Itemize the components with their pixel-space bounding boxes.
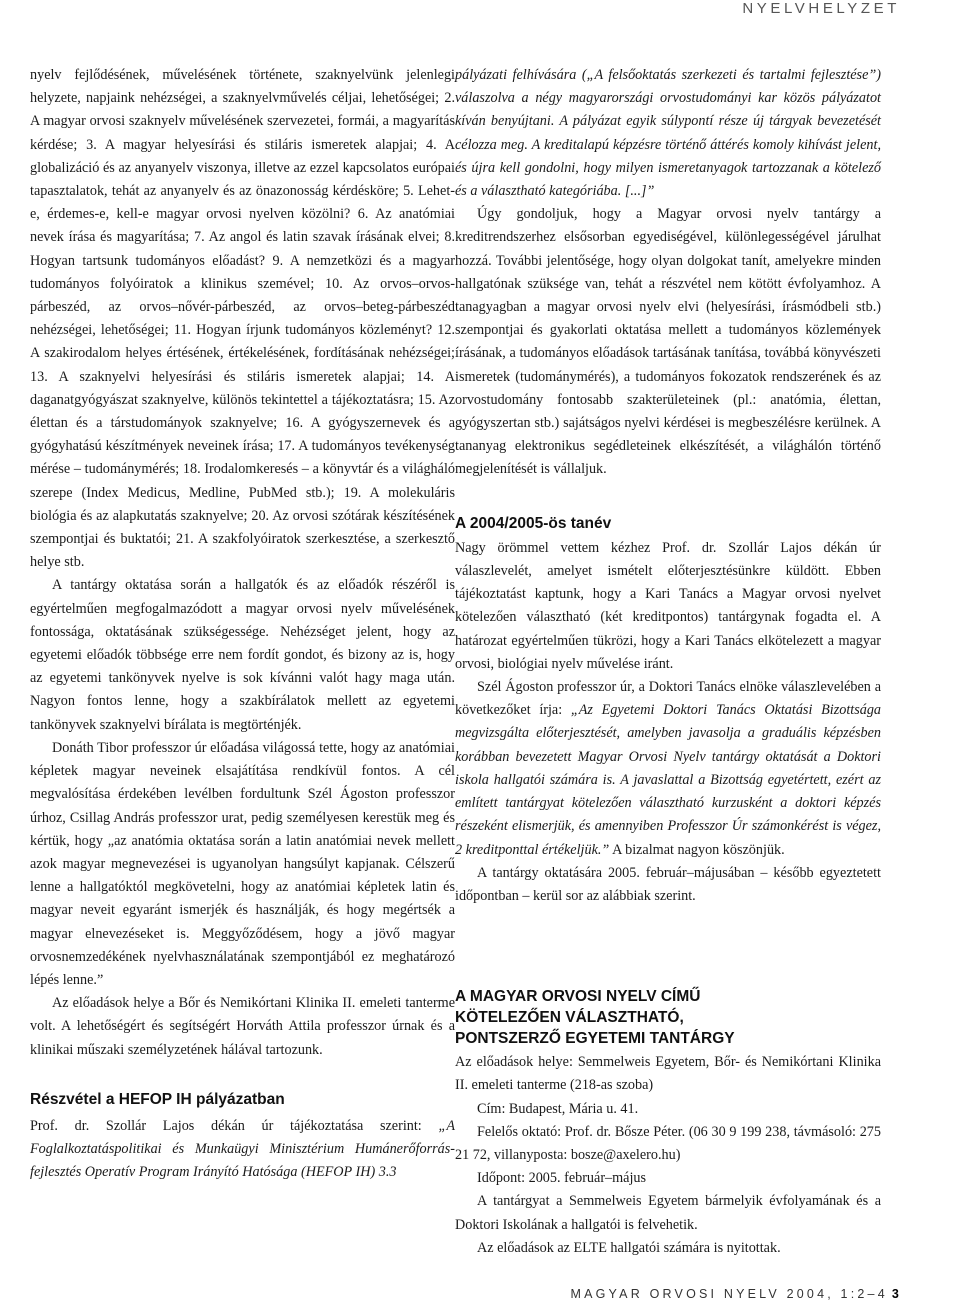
- course-heading-line: KÖTELEZŐEN VÁLASZTHATÓ,: [455, 1009, 684, 1027]
- paragraph-intro: Szél Ágoston professzor úr, a Doktori Tanács elnöke válaszlevelében a következőket írja:: [455, 679, 881, 719]
- quote: „A Foglalkoztatáspolitikai és Munkaügyi Minisztérium Humánerőforrás-fejlesztés Operatív Program Irányító Hatósága (HEFOP IH) 3.3: [30, 1117, 455, 1181]
- journal-citation: MAGYAR ORVOSI NYELV 2004, 1:2–4: [570, 1287, 888, 1301]
- paragraph: A tantárgy oktatására 2005. február–májusában – később egyeztetett időpontban – kerül sor az alábbiak szerint.: [455, 864, 881, 904]
- section-heading-hefop: Részvétel a HEFOP IH pályázatban: [30, 1090, 285, 1108]
- page-number: 3: [891, 1287, 902, 1301]
- course-location: Az előadások helye: Semmelweis Egyetem, Bőr- és Nemikórtani Klinika II. emeleti tanterme (218-as szoba): [455, 1054, 881, 1094]
- course-elte: Az előadások az ELTE hallgatói számára is nyitottak.: [477, 1239, 781, 1256]
- paragraph-end: A bizalmat nagyon köszönjük.: [609, 841, 785, 858]
- paragraph: Donáth Tibor professzor úr előadása világossá tette, hogy az anatómiai képletek magyar neveinek elsajátítása rendkívül fontos. A cél megvalósítása érdekében levélben fordultunk Szél Ágoston professzor úrhoz, Csillag András professzor urat, pedig személyesen kerestük meg és kértük, hogy „az anatómia oktatása során a latin anatómiai nevek mellett azok magyar megnevezései is ugyanolyan hangsúlyt kapjanak. Célszerű lenne a hallgatóktól megkövetelni, hogy az anatómiai képletek latin és magyar neveit egyaránt ismerjék és használják, és hogy megértsék a magyar elnevezéseket is. Meggyőződésem, hogy a jövő magyar orvosnemzedékének nyelvhasználatának szempontjából ez meghatározó lépés lenne.”: [30, 739, 455, 988]
- quote: „Az Egyetemi Doktori Tanács Oktatási Bizottsága megvizsgálta előterjesztését, amelyben javasolja a graduális képzésben korábban bevezetett Magyar Orvosi Nyelv tantárgy oktatását a Doktori iskola hallgatói számára is. A javaslattal a Bizottság egyetértett, ezért az említett tantárgyat kötelezően választható kurzusként a doktori képzés részeként elismerjük, és amennyiben Professzor Úr számonkérést is végez, 2 kreditponttal értékeljük.”: [455, 702, 882, 858]
- quote: pályázati felhívására („A felsőoktatás szerkezeti és tartalmi fejlesztése”) válaszolva a négy magyarországi orvostudományi kar közös pályázatot kíván benyújtani. A pályázat egyik súlypontí része új tárgyak bevezetését célozza meg. A kreditalapú képzésre történő áttérés komoly kihívást jelent, és újra kell gondolni, hogy milyen ismeretanyagok tartozzanak a kötelező és a választható kategóriába. [...]”: [455, 67, 881, 200]
- course-address: Cím: Budapest, Mária u. 41.: [477, 1100, 639, 1117]
- course-eligibility: A tantárgyat a Semmelweis Egyetem bármelyik évfolyamának és a Doktori Iskolának a hallgatói is felvehetik.: [455, 1193, 881, 1233]
- paragraph: [455, 676, 881, 862]
- paragraph: Az előadások helye a Bőr és Nemikórtani Klinika II. emeleti tanterme volt. A lehetőségért és segítségért Horváth Attila professzor úrnak és a klinikai műszaki személyzetének hálával tartozunk.: [30, 995, 455, 1058]
- page-footer: [570, 1287, 902, 1301]
- course-instructor: Felelős oktató: Prof. dr. Bősze Péter. (06 30 9 199 238, távmásoló: 275 21 72, villanyposta: bosze@axelero.hu): [455, 1123, 881, 1163]
- course-heading-line: PONTSZERZŐ EGYETEMI TANTÁRGY: [455, 1030, 735, 1048]
- running-head: NYELVHELYZET: [742, 0, 900, 17]
- course-time: Időpont: 2005. február–május: [477, 1170, 647, 1187]
- course-heading: [455, 986, 881, 1049]
- paragraph: Nagy örömmel vettem kézhez Prof. dr. Szollár Lajos dékán úr válaszlevelét, amelyet ismételt előterjesztésünkre küldött. Ebben tájékoztatást kaptunk, hogy a Kari Tanács a Magyar orvosi nyelvet kötelezően választható (két kreditpontos) tantárgynak fogadta el. A határozat egyértelműen tükrözi, hogy a Kari Tanács elkötelezett a magyar orvosi, biológiai nyelv művelése iránt.: [455, 539, 881, 672]
- paragraph: nyelv fejlődésének, művelésének története, szaknyelvünk jelenlegi helyzete, napjaink nehézségei, a szaknyelvművelés céljai, lehetőségei; 2. A magyar orvosi szaknyelv művelésének szervezetei, formái, a magyarítás kérdése; 3. A magyar helyesírási és stiláris ismeretek alapjai; 4. A globalizáció és az anyanyelv viszonya, illetve az ezzel kapcsolatos európai tapasztalatok, tehát az anyanyelv és az önazonosság kérdésköre; 5. Lehet-e, érdemes-e, kell-e magyar orvosi nyelven közölni? 6. Az anatómiai nevek írása és magyarítása; 7. Az angol és latin szavak írásának elvei; 8. Hogyan tartsunk tudományos előadást? 9. A nemzetközi és a magyar tudományos folyóiratok a klinikus szemével; 10. Az orvos–orvos-párbeszéd, az orvos–nővér-párbeszéd, az orvos–beteg-párbeszéd nehézségei, lehetőségei; 11. Hogyan írjunk tudományos közleményt? 12. A szakirodalom helyes értésének, értékelésének, fordításának nehézségei; 13. A szaknyelvi helyesírási és stiláris ismeretek alapjai; 14. A daganatgyógyászat szaknyelve, különös tekintettel a tájékoztatásra; 15. Az élettan és a társtudományok szaknyelve; 16. A gyógyszernevek és a gyógyhatású készítmények neveinek írása; 17. A tudományos tevékenység mérése – tudománymérés; 18. Irodalomkeresés – a könyvtár és a világháló szerepe (Index Medicus, Medline, PubMed stb.); 19. A molekuláris biológia és az alapkutatás szaknyelve; 20. Az orvosi szótárak készítésének szempontjai és buktatói; 21. A szakfolyóiratok szerkesztése, a szerkesztő helye stb.: [30, 67, 455, 571]
- course-heading-line: A MAGYAR ORVOSI NYELV CÍMŰ: [455, 988, 701, 1006]
- paragraph: Úgy gondoljuk, hogy a Magyar orvosi nyelv tantárgy a kreditrendszerhez elsősorban egyediségével, különlegességével járulhat hozzá. További jelentősége, hogy olyan dolgokat tanít, amelyekre minden hallgatónak szüksége van, tehát a részvétel nem kötött évfolyamhoz. A tanagyagban a magyar orvosi nyelv elvi (helyesírási, írásmódbeli stb.) szempontjai és gyakorlati oktatása mellett a tudományos közlemények írásának, a tudományos előadások tartásának tanítása, továbbá könyvészeti ismeretek (tudománymérés), a tudományos fokozatok rendszerének és az orvostudomány fontosabb szakterületeinek (pl.: anatómia, élettan, gyógyszertan stb.) sajátságos nyelvi kérdései is megbeszélésre kerülnek. A tananyag elektronikus segédleteinek elkészítését, a világhálón történő megjelenítését is vállaljuk.: [455, 206, 881, 478]
- section-heading-tanev: A 2004/2005-ös tanév: [455, 514, 612, 532]
- left-column: [30, 64, 455, 1185]
- right-column: [455, 64, 881, 1260]
- paragraph-intro: Prof. dr. Szollár Lajos dékán úr tájékoztatása szerint:: [30, 1117, 439, 1134]
- paragraph: [30, 1115, 455, 1185]
- paragraph: A tantárgy oktatása során a hallgatók és az előadók részéről is egyértelműen megfogalmazódott a magyar orvosi nyelv művelésének fontossága, oktatásának szükségessége. Nehézséget jelent, hogy az egyetemi előadók többsége erre nem fordít gondot, és bizony az is, hogy az egyetemi tankönyvek nyelve is sok kívánni valót hagy maga után. Nagyon fontos lenne, hogy a szakbírálatok mellett az egyetemi tankönyvek szaknyelvi bírálata is megtörténjék.: [30, 577, 455, 733]
